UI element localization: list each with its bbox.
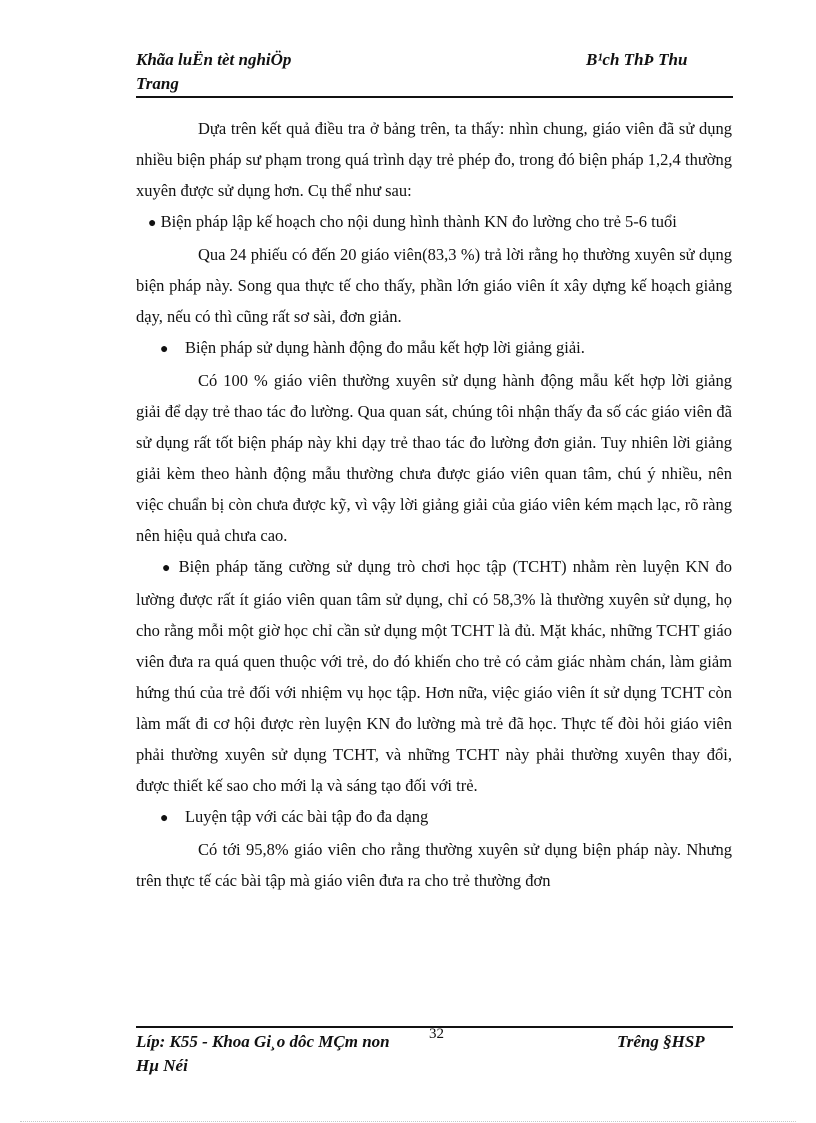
header-trang: Trang bbox=[136, 74, 179, 93]
header-divider bbox=[136, 96, 733, 98]
bullet-text: Biện pháp sử dụng hành động đo mẫu kết hợp lời giảng giải. bbox=[184, 338, 585, 357]
bullet-icon: ● bbox=[160, 342, 169, 357]
bullet-icon: ● bbox=[148, 216, 157, 231]
bullet-item-planning bbox=[136, 206, 732, 239]
header-left bbox=[136, 48, 291, 96]
bullet-text: Biện pháp lập kế hoạch cho nội dung hình thành KN đo lường cho trẻ 5-6 tuổi bbox=[160, 212, 677, 231]
paragraph-intro: Dựa trên kết quả điều tra ở bảng trên, ta thấy: nhìn chung, giáo viên đã sử dụng nhiều biện pháp sư phạm trong quá trình dạy trẻ phép đo, trong đó biện pháp 1,2,4 thường xuyên được sử dụng hơn. Cụ thể như sau: bbox=[136, 119, 732, 200]
paragraph-exercises: Có tới 95,8% giáo viên cho rằng thường xuyên sử dụng biện pháp này. Nhưng trên thực tế các bài tập mà giáo viên đưa ra cho trẻ thường đơn bbox=[136, 840, 732, 890]
bullet-icon: ● bbox=[162, 561, 173, 576]
header-author: B¹ch ThÞ Thu bbox=[586, 50, 688, 69]
body-text bbox=[136, 113, 732, 896]
bullet-item-games bbox=[136, 551, 732, 801]
bullet-icon: ● bbox=[160, 811, 169, 826]
paragraph-planning: Qua 24 phiếu có đến 20 giáo viên(83,3 %) trả lời rằng họ thường xuyên sử dụng biện pháp này. Song qua thực tế cho thấy, phần lớn giáo viên ít xây dựng kế hoạch giảng dạy, nếu có thì cũng rất sơ sài, đơn giản. bbox=[136, 245, 732, 326]
footer-city: Hµ Néi bbox=[136, 1056, 188, 1075]
bullet-item-exercises bbox=[136, 801, 732, 834]
paragraph-demonstration: Có 100 % giáo viên thường xuyên sử dụng hành động mẫu kết hợp lời giảng giải để dạy trẻ thao tác đo lường. Qua quan sát, chúng tôi nhận thấy đa số các giáo viên đã sử dụng rất tốt biện pháp này khi dạy trẻ thao tác đo lường đơn giản. Tuy nhiên lời giảng giải kèm theo hành động mẫu thường chưa được giáo viên quan tâm, chú ý nhiều, nên việc chuẩn bị còn chưa được kỹ, vì vậy lời giảng giải của giáo viên kém mạch lạc, rõ ràng nên hiệu quả chưa cao. bbox=[136, 371, 732, 545]
bullet-text: Luyện tập với các bài tập đo đa dạng bbox=[184, 807, 429, 826]
header-thesis-title: Khãa luËn tèt nghiÖp bbox=[136, 50, 292, 69]
bullet-item-demonstration bbox=[136, 332, 732, 365]
footer-university: Trêng §HSP bbox=[617, 1032, 705, 1051]
bullet-text: Biện pháp tăng cường sử dụng trò chơi học tập (TCHT) nhằm rèn luyện KN đo lường được rất ít giáo viên quan tâm sử dụng, chỉ có 58,3% là thường xuyên sử dụng, họ cho rằng mỗi một giờ học chỉ cần sử dụng một TCHT là đủ. Mặt khác, những TCHT giáo viên đưa ra quá quen thuộc với trẻ, do đó khiến cho trẻ có cảm giác nhàm chán, làm giảm hứng thú của trẻ đối với nhiệm vụ học tập. Hơn nữa, việc giáo viên ít sử dụng TCHT còn làm mất đi cơ hội được rèn luyện KN đo lường mà trẻ đã học. Thực tế đòi hỏi giáo viên phải thường xuyên sử dụng TCHT, và những TCHT này phải thường xuyên thay đổi, được thiết kế sao cho mới lạ và sáng tạo đối với trẻ. bbox=[136, 557, 733, 795]
page-bottom-edge bbox=[20, 1121, 796, 1122]
footer-class: Líp: K55 - Khoa Gi¸o dôc MÇm non bbox=[136, 1032, 390, 1051]
page-number: 32 bbox=[429, 1026, 444, 1042]
footer-left bbox=[136, 1030, 390, 1078]
